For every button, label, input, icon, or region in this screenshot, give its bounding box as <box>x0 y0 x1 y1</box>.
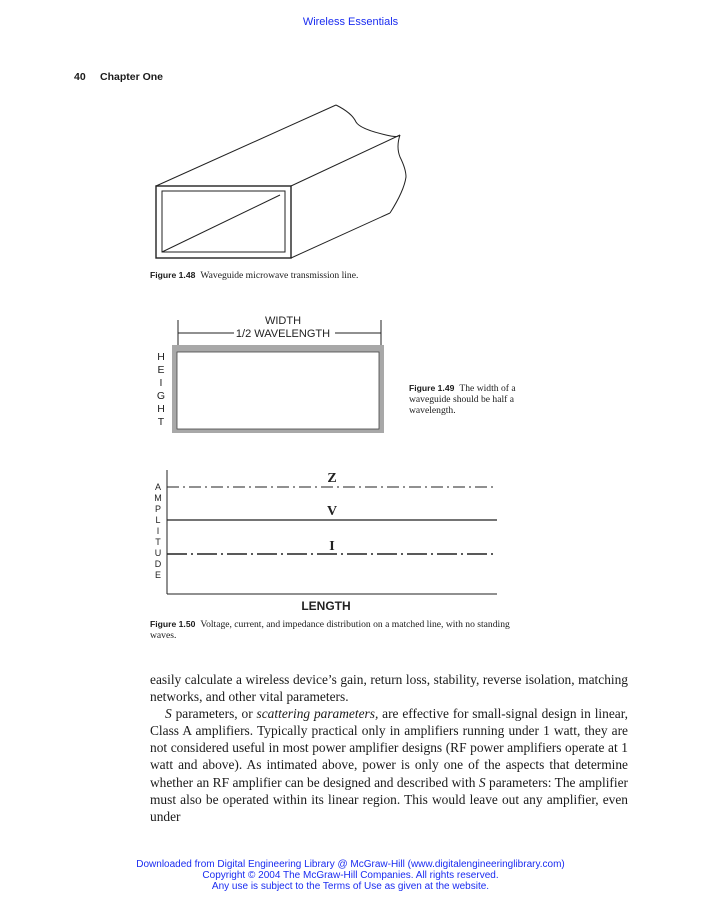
italic-s: S <box>478 774 486 790</box>
amplitude-letter: I <box>156 526 160 536</box>
figure-label: Figure 1.50 <box>150 619 196 629</box>
height-letter: H <box>157 351 165 363</box>
waveguide-top-edge <box>156 105 336 186</box>
waveguide-width-figure <box>150 310 400 438</box>
waveguide-figure <box>150 95 420 265</box>
amplitude-letter: D <box>154 559 162 569</box>
height-letter: I <box>159 377 163 389</box>
figure-1-49-caption <box>409 383 559 416</box>
italic-s: S <box>165 706 172 722</box>
standing-wave-figure <box>150 462 502 614</box>
header-link[interactable]: Wireless Essentials <box>302 16 399 28</box>
amplitude-letter: U <box>154 548 162 558</box>
amplitude-letter: L <box>155 515 161 525</box>
figure-1-48-caption <box>150 270 358 281</box>
width-label: WIDTH <box>264 315 302 327</box>
height-letter: E <box>157 364 165 376</box>
text-run: are effective for small-signal design in linear, Class A amplifiers. Typically practical only in amplifiers running under 1 watt, they are not considered useful in most power amplifier designs (RF power amplifiers operate at 1 watt and above). As intimated above, power is only one of the aspects that determine whether an RF amplifier can be designed and described with <box>150 706 629 790</box>
waveguide-cut-end <box>336 105 406 213</box>
amplitude-letter: P <box>154 504 162 514</box>
waveguide-interior <box>177 352 379 429</box>
body-text <box>150 671 628 825</box>
height-letter: T <box>157 416 165 428</box>
i-label: I <box>329 539 335 554</box>
text-run: parameters, or <box>171 706 257 722</box>
figure-label: Figure 1.49 <box>409 383 455 393</box>
height-letter: H <box>157 403 165 415</box>
wavelength-label: 1/2 WAVELENGTH <box>235 328 331 340</box>
footer-terms[interactable]: Any use is subject to the Terms of Use as given at the website. <box>211 881 490 892</box>
caption-text: Waveguide microwave transmission line. <box>200 270 359 281</box>
height-label <box>157 351 165 428</box>
chapter-title: Chapter One <box>100 71 164 83</box>
caption-text: Voltage, current, and impedance distribution on a matched line, with no standing waves. <box>150 619 510 641</box>
paragraph: easily calculate a wireless device’s gain, return loss, stability, reverse isolation, matching networks, and other vital parameters. <box>150 672 628 705</box>
figure-label: Figure 1.48 <box>150 270 196 280</box>
waveguide-top-right-edge <box>291 135 400 186</box>
amplitude-letter: E <box>154 570 162 580</box>
amplitude-letter: A <box>154 482 162 492</box>
v-label: V <box>326 504 338 519</box>
italic-term: scattering parameters, <box>256 706 379 722</box>
amplitude-letter: T <box>155 537 161 547</box>
height-letter: G <box>156 390 166 402</box>
waveguide-bottom-edge <box>291 213 390 258</box>
length-label: LENGTH <box>301 599 351 613</box>
page-number: 40 <box>74 71 86 83</box>
footer <box>0 859 701 892</box>
footer-download-link[interactable]: Downloaded from Digital Engineering Library @ McGraw-Hill (www.digitalengineeringlibrary.com) <box>136 859 565 870</box>
amplitude-label <box>154 482 162 580</box>
amplitude-letter: M <box>154 493 162 503</box>
text-run: parameters: The amplifier must also be operated within its linear region. This would leave out any amplifier, even under <box>150 774 628 824</box>
paragraph <box>150 705 628 825</box>
footer-copyright[interactable]: Copyright © 2004 The McGraw-Hill Companies. All rights reserved. <box>202 870 499 881</box>
caption-text: The width of a waveguide should be half a wavelength. <box>409 383 516 416</box>
figure-1-50-caption <box>150 619 510 641</box>
z-label: Z <box>327 471 337 486</box>
